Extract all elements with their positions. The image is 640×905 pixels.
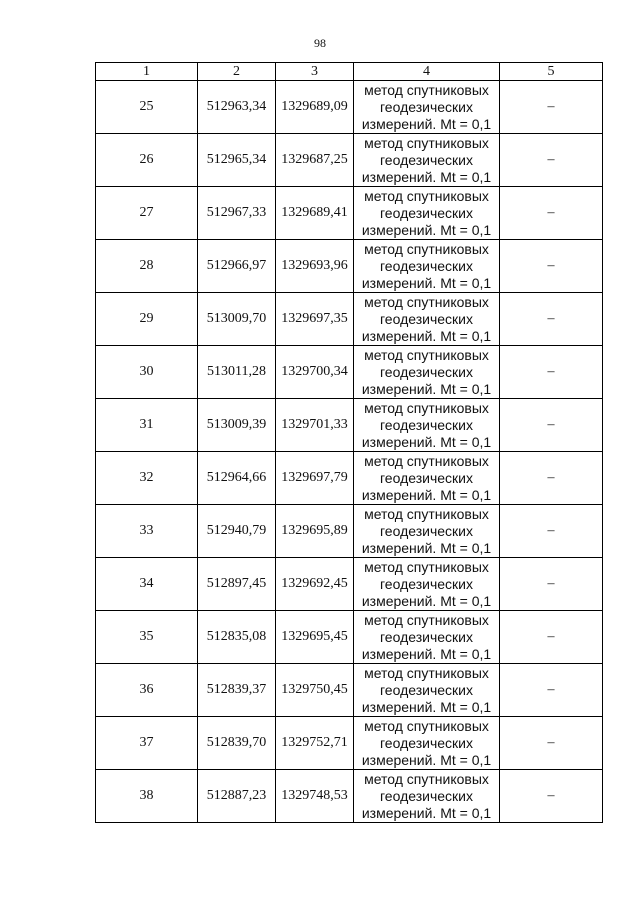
note-cell: –	[500, 134, 603, 187]
point-number-cell: 31	[96, 399, 198, 452]
method-cell: метод спутниковых геодезических измерений. Mt = 0,1	[354, 293, 500, 346]
coordinate-x-cell: 513009,39	[198, 399, 276, 452]
point-number-cell: 32	[96, 452, 198, 505]
coordinate-y-cell: 1329748,53	[276, 770, 354, 823]
table-header-row	[96, 63, 603, 81]
point-number-cell: 34	[96, 558, 198, 611]
note-cell: –	[500, 81, 603, 134]
coordinate-y-cell: 1329701,33	[276, 399, 354, 452]
coordinate-x-cell: 512963,34	[198, 81, 276, 134]
point-number-cell: 25	[96, 81, 198, 134]
table-row	[96, 558, 603, 611]
table-row	[96, 717, 603, 770]
method-cell: метод спутниковых геодезических измерений. Mt = 0,1	[354, 611, 500, 664]
coordinate-y-cell: 1329695,45	[276, 611, 354, 664]
method-cell: метод спутниковых геодезических измерений. Mt = 0,1	[354, 81, 500, 134]
table-row	[96, 134, 603, 187]
note-cell: –	[500, 558, 603, 611]
note-cell: –	[500, 717, 603, 770]
table-row	[96, 452, 603, 505]
coordinate-x-cell: 512887,23	[198, 770, 276, 823]
coordinate-x-cell: 512835,08	[198, 611, 276, 664]
method-cell: метод спутниковых геодезических измерений. Mt = 0,1	[354, 399, 500, 452]
column-header-3: 3	[276, 63, 354, 81]
table-row	[96, 611, 603, 664]
coordinate-y-cell: 1329697,79	[276, 452, 354, 505]
coordinate-x-cell: 512964,66	[198, 452, 276, 505]
point-number-cell: 26	[96, 134, 198, 187]
coordinate-x-cell: 513011,28	[198, 346, 276, 399]
note-cell: –	[500, 664, 603, 717]
table-row	[96, 664, 603, 717]
method-cell: метод спутниковых геодезических измерений. Mt = 0,1	[354, 134, 500, 187]
method-cell: метод спутниковых геодезических измерений. Mt = 0,1	[354, 505, 500, 558]
coordinate-y-cell: 1329697,35	[276, 293, 354, 346]
point-number-cell: 35	[96, 611, 198, 664]
note-cell: –	[500, 240, 603, 293]
method-cell: метод спутниковых геодезических измерений. Mt = 0,1	[354, 770, 500, 823]
coordinate-y-cell: 1329689,09	[276, 81, 354, 134]
method-cell: метод спутниковых геодезических измерений. Mt = 0,1	[354, 452, 500, 505]
method-cell: метод спутниковых геодезических измерений. Mt = 0,1	[354, 187, 500, 240]
point-number-cell: 30	[96, 346, 198, 399]
note-cell: –	[500, 187, 603, 240]
coordinates-table	[95, 62, 603, 823]
method-cell: метод спутниковых геодезических измерений. Mt = 0,1	[354, 346, 500, 399]
coordinate-y-cell: 1329692,45	[276, 558, 354, 611]
coordinate-x-cell: 512839,70	[198, 717, 276, 770]
coordinate-y-cell: 1329750,45	[276, 664, 354, 717]
note-cell: –	[500, 346, 603, 399]
coordinate-y-cell: 1329693,96	[276, 240, 354, 293]
coordinate-x-cell: 512897,45	[198, 558, 276, 611]
table-row	[96, 81, 603, 134]
point-number-cell: 37	[96, 717, 198, 770]
coordinate-x-cell: 512940,79	[198, 505, 276, 558]
point-number-cell: 27	[96, 187, 198, 240]
coordinate-x-cell: 513009,70	[198, 293, 276, 346]
note-cell: –	[500, 770, 603, 823]
column-header-2: 2	[198, 63, 276, 81]
table-row	[96, 240, 603, 293]
point-number-cell: 33	[96, 505, 198, 558]
note-cell: –	[500, 293, 603, 346]
method-cell: метод спутниковых геодезических измерений. Mt = 0,1	[354, 664, 500, 717]
column-header-4: 4	[354, 63, 500, 81]
column-header-5: 5	[500, 63, 603, 81]
table-row	[96, 187, 603, 240]
table-row	[96, 346, 603, 399]
point-number-cell: 28	[96, 240, 198, 293]
note-cell: –	[500, 505, 603, 558]
column-header-1: 1	[96, 63, 198, 81]
coordinate-y-cell: 1329687,25	[276, 134, 354, 187]
method-cell: метод спутниковых геодезических измерений. Mt = 0,1	[354, 240, 500, 293]
coordinate-x-cell: 512965,34	[198, 134, 276, 187]
coordinate-y-cell: 1329700,34	[276, 346, 354, 399]
coordinate-x-cell: 512966,97	[198, 240, 276, 293]
coordinate-x-cell: 512967,33	[198, 187, 276, 240]
table-row	[96, 399, 603, 452]
point-number-cell: 38	[96, 770, 198, 823]
table-row	[96, 505, 603, 558]
coordinate-y-cell: 1329689,41	[276, 187, 354, 240]
table-body	[96, 81, 603, 823]
method-cell: метод спутниковых геодезических измерений. Mt = 0,1	[354, 717, 500, 770]
coordinate-x-cell: 512839,37	[198, 664, 276, 717]
point-number-cell: 29	[96, 293, 198, 346]
coordinate-y-cell: 1329752,71	[276, 717, 354, 770]
note-cell: –	[500, 452, 603, 505]
note-cell: –	[500, 611, 603, 664]
page-number: 98	[314, 36, 326, 50]
method-cell: метод спутниковых геодезических измерений. Mt = 0,1	[354, 558, 500, 611]
table-row	[96, 293, 603, 346]
point-number-cell: 36	[96, 664, 198, 717]
table-row	[96, 770, 603, 823]
coordinate-y-cell: 1329695,89	[276, 505, 354, 558]
note-cell: –	[500, 399, 603, 452]
